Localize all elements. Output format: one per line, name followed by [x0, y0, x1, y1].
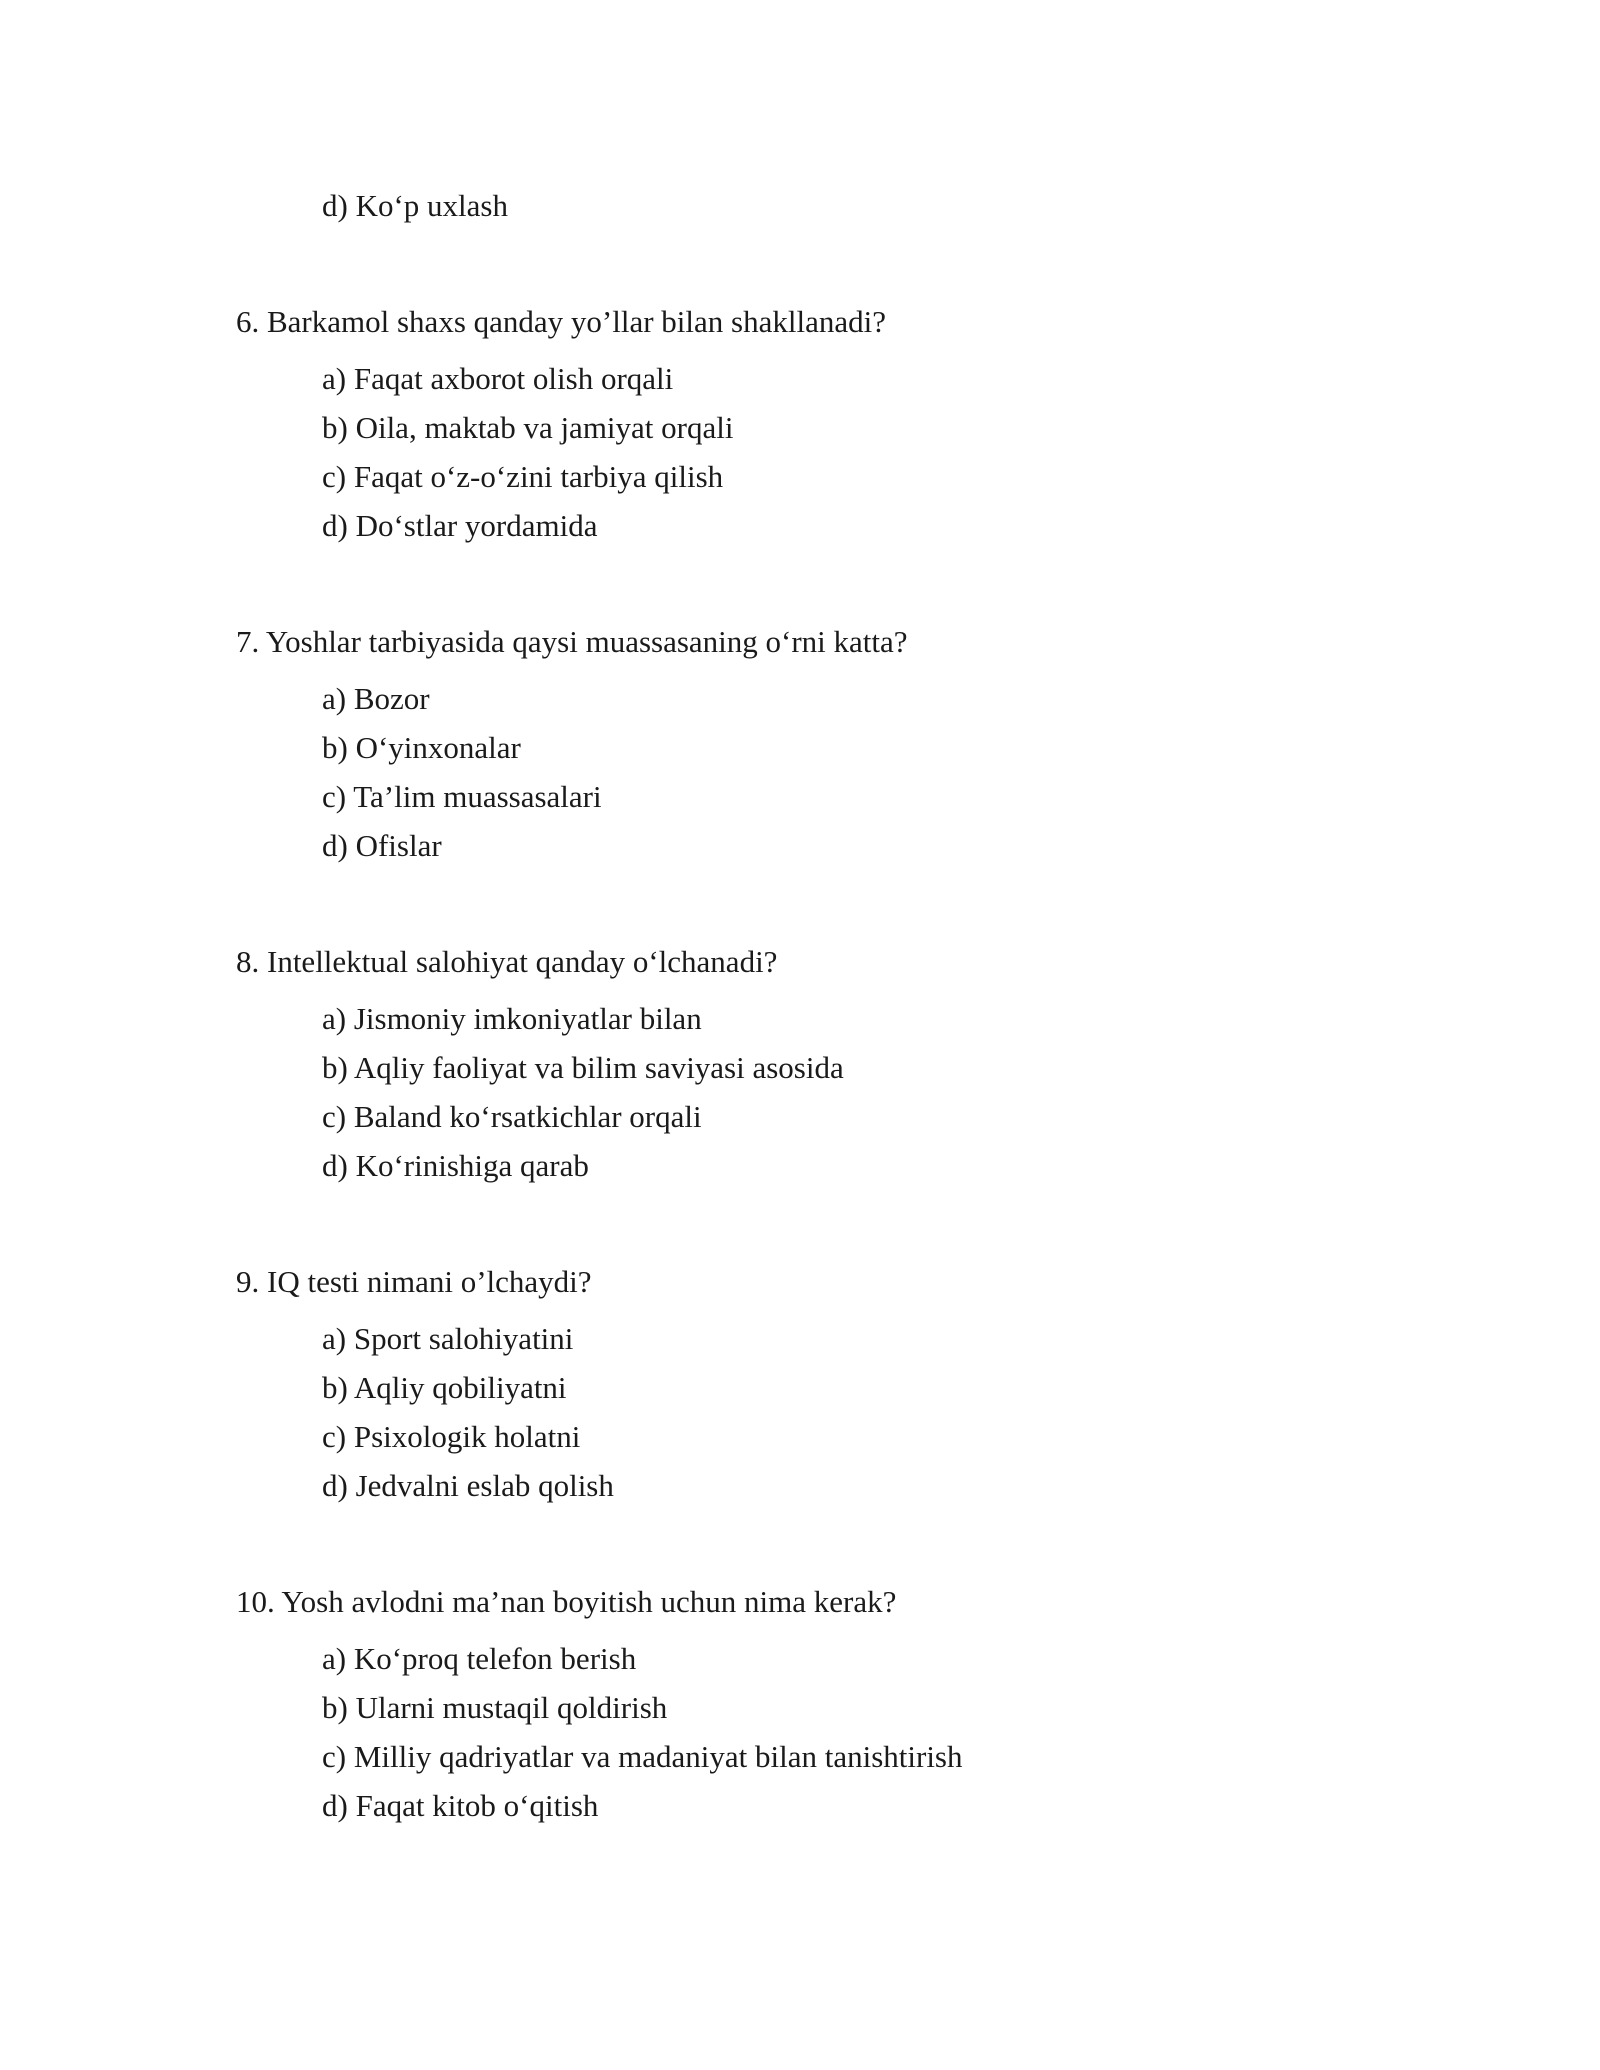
question-10-text: 10. Yosh avlodni ma’nan boyitish uchun nima kerak? — [236, 1584, 897, 1619]
answer-option: b) Oila, maktab va jamiyat orqali — [322, 410, 734, 445]
answer-option: c) Faqat o‘z-o‘zini tarbiya qilish — [322, 459, 724, 494]
answer-option: b) O‘yinxonalar — [322, 730, 521, 765]
answer-option: d) Faqat kitob o‘qitish — [322, 1788, 599, 1823]
answer-option: c) Psixologik holatni — [322, 1419, 581, 1454]
answer-option: c) Milliy qadriyatlar va madaniyat bilan tanishtirish — [322, 1739, 963, 1774]
answer-option: b) Aqliy faoliyat va bilim saviyasi asosida — [322, 1050, 844, 1085]
answer-option: a) Ko‘proq telefon berish — [322, 1641, 637, 1676]
answer-option: d) Ofislar — [322, 828, 442, 863]
answer-option: c) Baland ko‘rsatkichlar orqali — [322, 1099, 702, 1134]
question-8-text: 8. Intellektual salohiyat qanday o‘lchanadi? — [236, 944, 778, 979]
question-6-text: 6. Barkamol shaxs qanday yo’llar bilan shakllanadi? — [236, 304, 886, 339]
answer-option: d) Ko‘p uxlash — [322, 188, 508, 223]
question-9-text: 9. IQ testi nimani o’lchaydi? — [236, 1264, 592, 1299]
answer-option: a) Faqat axborot olish orqali — [322, 361, 674, 396]
answer-option: b) Ularni mustaqil qoldirish — [322, 1690, 668, 1725]
answer-option: a) Sport salohiyatini — [322, 1321, 574, 1356]
answer-option: d) Jedvalni eslab qolish — [322, 1468, 614, 1503]
answer-option: d) Do‘stlar yordamida — [322, 508, 598, 543]
answer-option: b) Aqliy qobiliyatni — [322, 1370, 567, 1405]
answer-option: a) Jismoniy imkoniyatlar bilan — [322, 1001, 702, 1036]
answer-option: d) Ko‘rinishiga qarab — [322, 1148, 589, 1183]
answer-option: c) Ta’lim muassasalari — [322, 779, 602, 814]
question-7-text: 7. Yoshlar tarbiyasida qaysi muassasaning o‘rni katta? — [236, 624, 908, 659]
answer-option: a) Bozor — [322, 681, 430, 716]
